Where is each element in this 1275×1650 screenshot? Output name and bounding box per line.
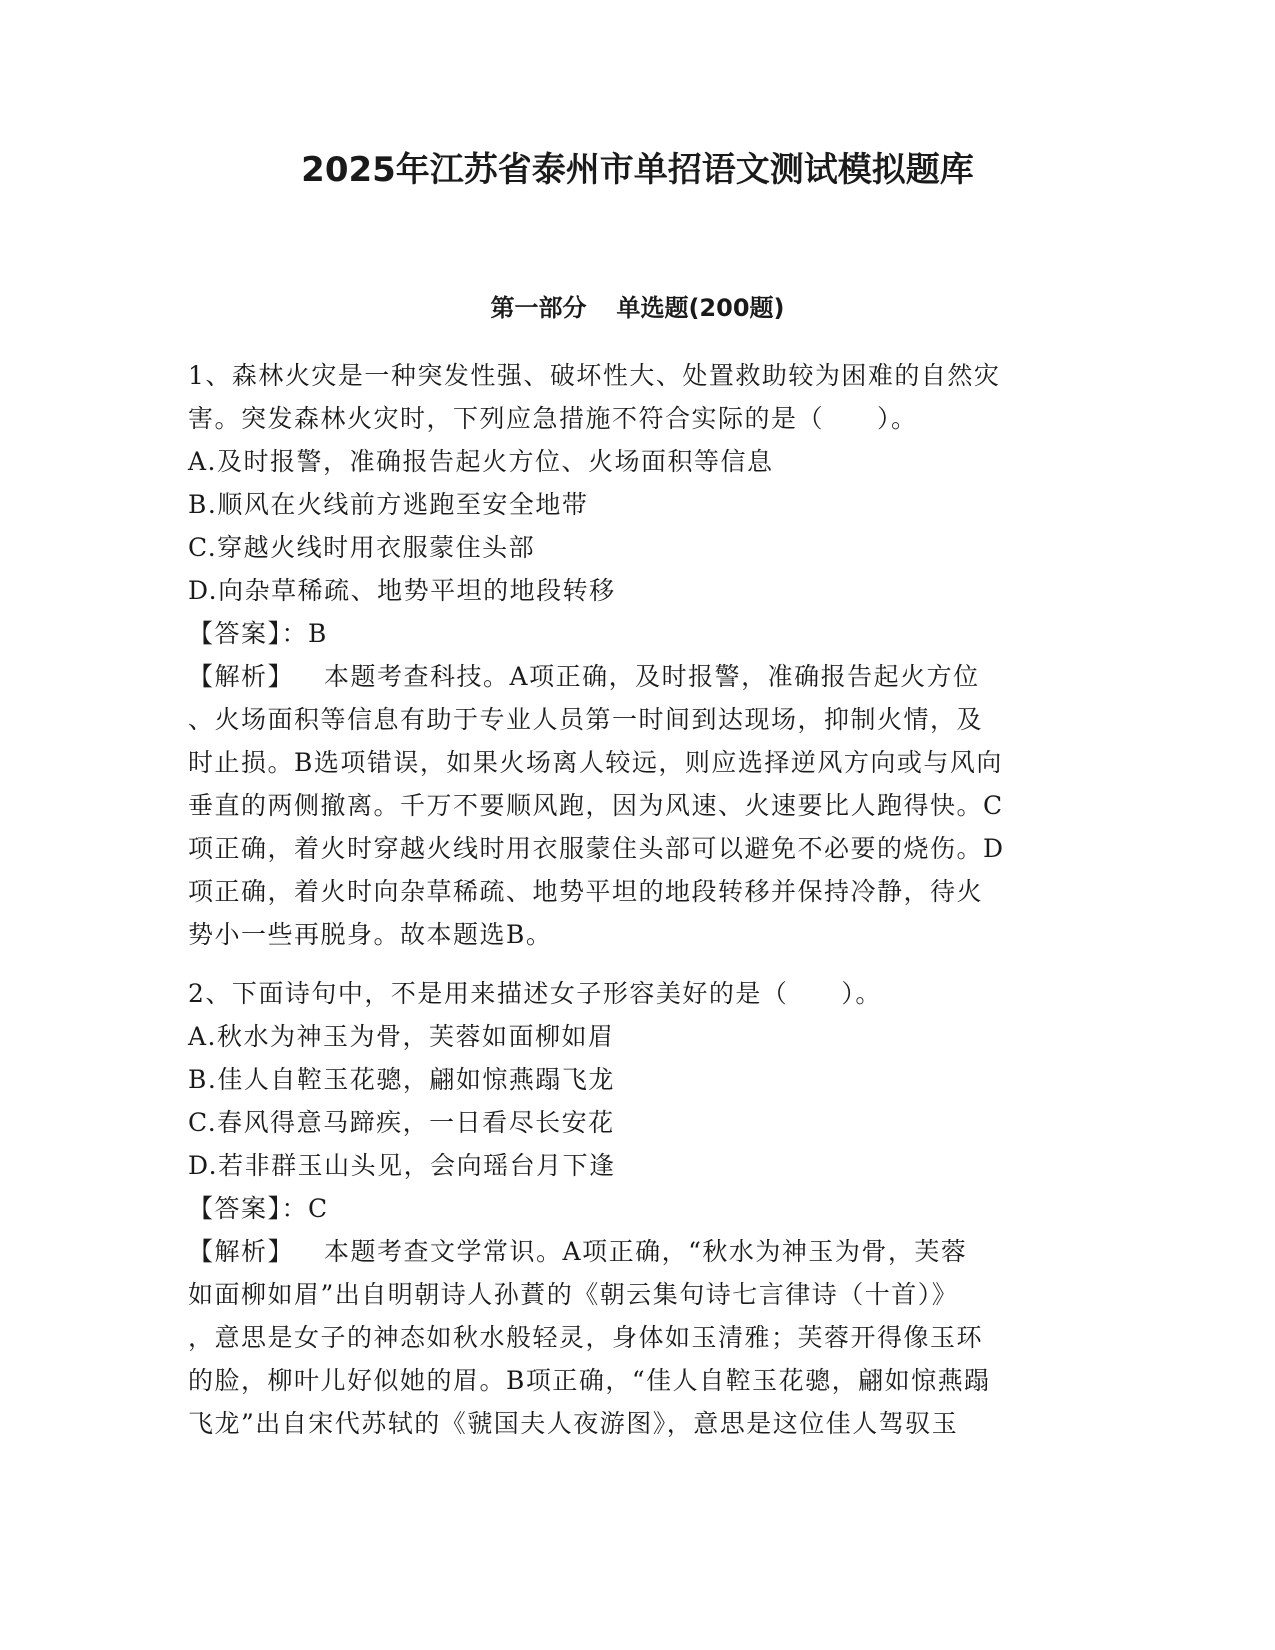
explanation-text: 时止损。B选项错误，如果火场离人较远，则应选择逆风方向或与风向 [188, 748, 1003, 777]
option-c: C.春风得意马蹄疾，一日看尽长安花 [188, 1108, 615, 1137]
question-1 [188, 354, 1088, 956]
explanation-text: 垂直的两侧撤离。千万不要顺风跑，因为风速、火速要比人跑得快。C [188, 791, 1004, 820]
section-part: 第一部分 [490, 294, 587, 322]
explanation-text: 势小一些再脱身。故本题选B。 [188, 920, 553, 949]
answer-value: B [308, 619, 328, 648]
explanation-text: 项正确，着火时向杂草稀疏、地势平坦的地段转移并保持冷静，待火 [188, 877, 984, 906]
explanation-text: 飞龙”出自宋代苏轼的《虢国夫人夜游图》，意思是这位佳人驾驭玉 [188, 1409, 959, 1438]
section-name: 单选题(200题) [616, 294, 785, 322]
explanation-text: 项正确，着火时穿越火线时用衣服蒙住头部可以避免不必要的烧伤。D [188, 834, 1005, 863]
question-2 [188, 972, 1088, 1445]
answer-label: 【答案】： [188, 1194, 309, 1223]
document-title: 2025年江苏省泰州市单招语文测试模拟题库 [301, 150, 974, 190]
explanation-label: 【解析】 [188, 662, 295, 691]
option-b: B.佳人自鞚玉花骢，翩如惊燕蹋飞龙 [188, 1065, 615, 1094]
section-title [0, 292, 1275, 324]
option-d: D.向杂草稀疏、地势平坦的地段转移 [188, 576, 616, 605]
explanation-text: 本题考查科技。A项正确，及时报警，准确报告起火方位 [324, 662, 980, 691]
option-a: A.秋水为神玉为骨，芙蓉如面柳如眉 [188, 1022, 615, 1051]
explanation-text: ，意思是女子的神态如秋水般轻灵，身体如玉清雅；芙蓉开得像玉环 [188, 1323, 984, 1352]
explanation-line [188, 1230, 1088, 1273]
explanation-text: 、火场面积等信息有助于专业人员第一时间到达现场，抑制火情，及 [188, 705, 984, 734]
option-b: B.顺风在火线前方逃跑至安全地带 [188, 490, 589, 519]
option-c: C.穿越火线时用衣服蒙住头部 [188, 533, 536, 562]
answer-line [188, 612, 1088, 655]
question-list [188, 354, 1088, 1461]
answer-label: 【答案】： [188, 619, 309, 648]
answer-value: C [308, 1194, 329, 1223]
explanation-text: 本题考查文学常识。A项正确，“秋水为神玉为骨，芙蓉 [324, 1237, 968, 1266]
answer-line [188, 1187, 1088, 1230]
question-stem-line: 1、森林火灾是一种突发性强、破坏性大、处置救助较为困难的自然灾 [188, 361, 1001, 390]
explanation-label: 【解析】 [188, 1237, 295, 1266]
explanation-line [188, 655, 1088, 698]
question-stem-line: 2、下面诗句中，不是用来描述女子形容美好的是（ ）。 [188, 979, 882, 1008]
explanation-text: 如面柳如眉”出自明朝诗人孙蕡的《朝云集句诗七言律诗（十首）》 [188, 1280, 959, 1309]
question-stem-line: 害。突发森林火灾时，下列应急措施不符合实际的是（ ）。 [188, 404, 918, 433]
explanation-text: 的脸，柳叶儿好似她的眉。B项正确，“佳人自鞚玉花骢，翩如惊燕蹋 [188, 1366, 991, 1395]
option-a: A.及时报警，准确报告起火方位、火场面积等信息 [188, 447, 774, 476]
option-d: D.若非群玉山头见，会向瑶台月下逢 [188, 1151, 616, 1180]
